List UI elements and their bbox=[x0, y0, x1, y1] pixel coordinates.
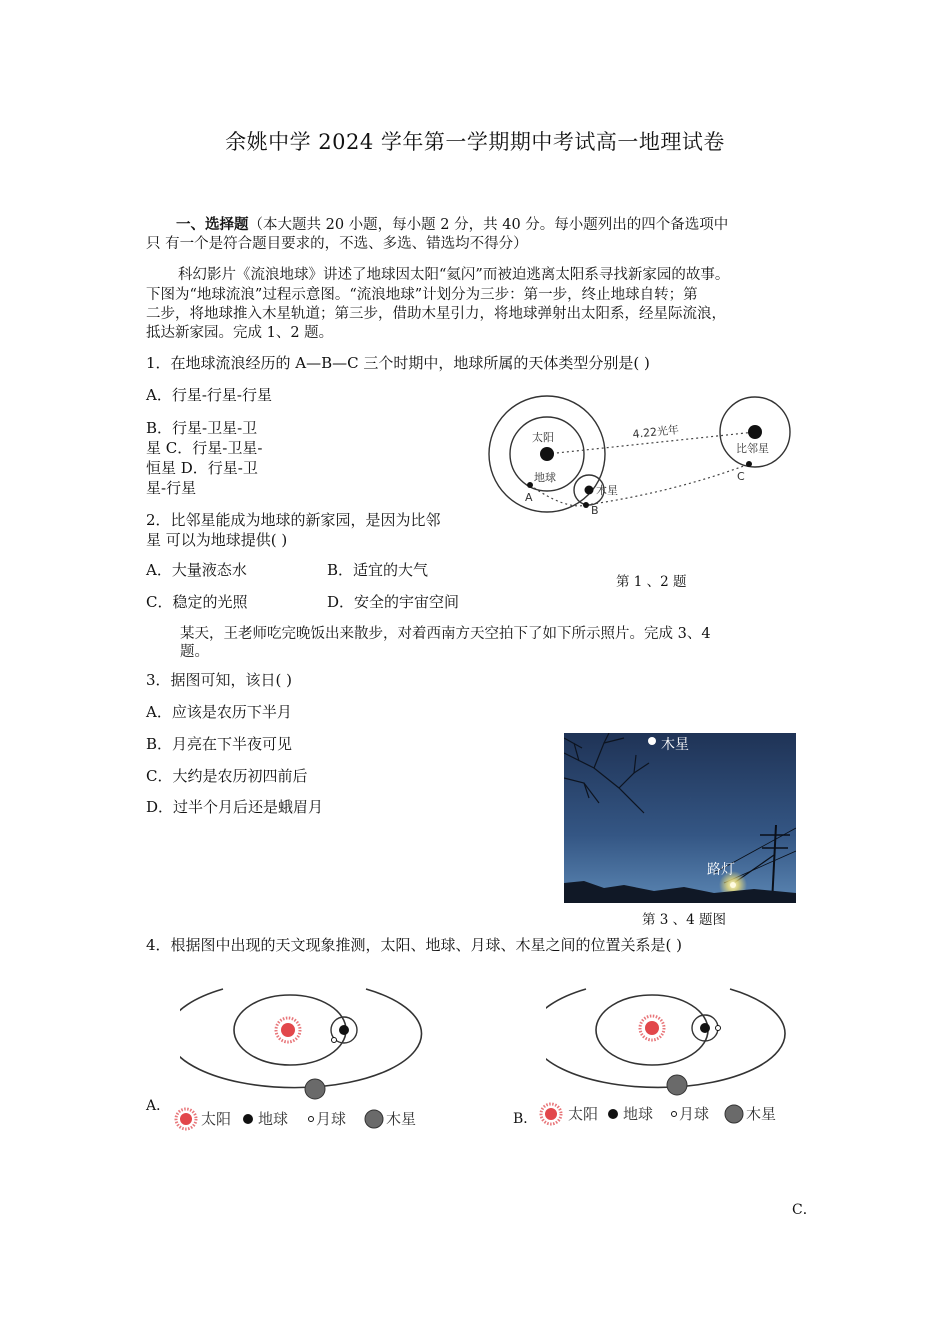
section-heading: 一、选择题 bbox=[176, 216, 249, 233]
proxima-label: 比邻星 bbox=[736, 442, 769, 455]
photo-jupiter-label: 木星 bbox=[661, 737, 689, 753]
q2-option-a: A．大量液态水 bbox=[146, 561, 247, 579]
point-c-label: C bbox=[737, 470, 745, 483]
legend-earth-label: 地球 bbox=[258, 1110, 289, 1128]
legend-jupiter-icon bbox=[725, 1105, 743, 1123]
section-instructions bbox=[176, 215, 816, 235]
q2-stem-line2: 星 可以为地球提供( ) bbox=[146, 531, 288, 549]
passage1-line4: 抵达新家园。完成 1、2 题。 bbox=[146, 325, 334, 341]
sun-icon bbox=[276, 1018, 300, 1042]
sky-background bbox=[564, 733, 796, 903]
streetlight-lamp bbox=[730, 882, 736, 888]
instructions-line2: 只 有一个是符合题目要求的，不选、多选、错选均不得分） bbox=[146, 236, 528, 252]
q4-option-b-legend bbox=[538, 1100, 788, 1128]
q1-option-a: A．行星-行星-行星 bbox=[146, 386, 272, 404]
q1-option-b-line1: B．行星-卫星-卫 bbox=[146, 419, 258, 437]
figure1-caption: 第 1 、2 题 bbox=[616, 574, 687, 590]
legend-moon-label: 月球 bbox=[316, 1110, 347, 1128]
legend-moon-label: 月球 bbox=[679, 1105, 710, 1123]
legend-sun-label: 太阳 bbox=[568, 1105, 599, 1123]
point-a-label: A bbox=[525, 491, 533, 504]
sun-icon bbox=[640, 1016, 664, 1040]
photo-streetlight-label: 路灯 bbox=[707, 862, 735, 878]
earth-dot bbox=[700, 1023, 710, 1033]
q1-option-b-line4: 星-行星 bbox=[146, 479, 197, 497]
earth-dot bbox=[339, 1025, 349, 1035]
jupiter-dot bbox=[305, 1079, 325, 1099]
jupiter-dot bbox=[585, 486, 594, 495]
passage2-line2: 题。 bbox=[180, 644, 209, 660]
q4-option-a-legend bbox=[173, 1105, 423, 1133]
q4-stem: 4．根据图中出现的天文现象推测，太阳、地球、月球、木星之间的位置关系是( ) bbox=[146, 936, 683, 954]
passage2-line1: 某天，王老师吃完晚饭出来散步，对着西南方天空拍下了如下所示照片。完成 3、4 bbox=[180, 626, 711, 642]
jupiter-dot bbox=[667, 1075, 687, 1095]
jupiter-star bbox=[648, 737, 656, 745]
legend-sun-icon bbox=[541, 1104, 561, 1124]
q4-option-c-label: C． bbox=[792, 1202, 817, 1218]
legend-sun-label: 太阳 bbox=[201, 1110, 232, 1128]
point-a-dot bbox=[527, 482, 533, 488]
q2-option-b: B．适宜的大气 bbox=[327, 561, 429, 579]
q3-option-b: B．月亮在下半夜可见 bbox=[146, 735, 293, 753]
earth-label: 地球 bbox=[534, 471, 556, 484]
q4-option-b-label: B． bbox=[513, 1111, 538, 1127]
wandering-earth-diagram bbox=[485, 388, 810, 523]
point-b-dot bbox=[583, 502, 589, 508]
sun-label: 太阳 bbox=[532, 431, 554, 444]
q2-stem-line1: 2．比邻星能成为地球的新家园，是因为比邻 bbox=[146, 511, 441, 529]
q3-option-d: D．过半个月后还是蛾眉月 bbox=[146, 798, 324, 816]
photo-caption: 第 3 、4 题图 bbox=[642, 912, 727, 928]
moon-dot bbox=[716, 1026, 721, 1031]
sun-dot bbox=[540, 447, 554, 461]
jupiter-orbit bbox=[546, 989, 785, 1087]
q3-option-c: C．大约是农历初四前后 bbox=[146, 767, 308, 785]
legend-moon-icon bbox=[309, 1117, 314, 1122]
legend-jupiter-label: 木星 bbox=[386, 1110, 417, 1128]
point-c-dot bbox=[746, 461, 752, 467]
q2-option-d: D．安全的宇宙空间 bbox=[327, 593, 460, 611]
proxima-dot bbox=[748, 425, 762, 439]
passage1-line3: 二步，将地球推入木星轨道；第三步，借助木星引力，将地球弹射出太阳系，经星际流浪， bbox=[146, 306, 726, 322]
q2-option-c: C．稳定的光照 bbox=[146, 593, 248, 611]
page-title: 余姚中学 2024 学年第一学期期中考试高一地理试卷 bbox=[225, 130, 725, 154]
q1-stem: 1．在地球流浪经历的 A—B—C 三个时期中，地球所属的天体类型分别是( ) bbox=[146, 354, 650, 372]
legend-moon-icon bbox=[672, 1112, 677, 1117]
passage1-line1: 科幻影片《流浪地球》讲述了地球因太阳“氦闪”而被迫逃离太阳系寻找新家园的故事。 bbox=[178, 267, 730, 283]
legend-jupiter-icon bbox=[365, 1110, 383, 1128]
q4-option-a-label: A． bbox=[146, 1098, 171, 1114]
night-sky-photo bbox=[564, 733, 796, 903]
legend-earth-icon bbox=[608, 1109, 618, 1119]
point-b-label: B bbox=[591, 504, 599, 517]
legend-earth-label: 地球 bbox=[623, 1105, 654, 1123]
q1-option-b-line3: 恒星 D．行星-卫 bbox=[146, 459, 258, 477]
distance-label: 4.22光年 bbox=[631, 423, 680, 441]
legend-earth-icon bbox=[243, 1114, 253, 1124]
q3-stem: 3．据图可知，该日( ) bbox=[146, 671, 293, 689]
passage1-line2: 下图为“地球流浪”过程示意图。“流浪地球”计划分为三步：第一步，终止地球自转；第 bbox=[146, 287, 698, 303]
legend-sun-icon bbox=[176, 1109, 196, 1129]
jupiter-orbit bbox=[180, 989, 422, 1088]
q1-option-b-line2: 星 C．行星-卫星- bbox=[146, 439, 263, 457]
legend-jupiter-label: 木星 bbox=[746, 1105, 777, 1123]
moon-dot bbox=[332, 1038, 337, 1043]
instructions-line1: （本大题共 20 小题，每小题 2 分，共 40 分。每小题列出的四个备选项中 bbox=[248, 217, 729, 233]
q3-option-a: A．应该是农历下半月 bbox=[146, 703, 292, 721]
jupiter-label: 木星 bbox=[596, 484, 618, 497]
